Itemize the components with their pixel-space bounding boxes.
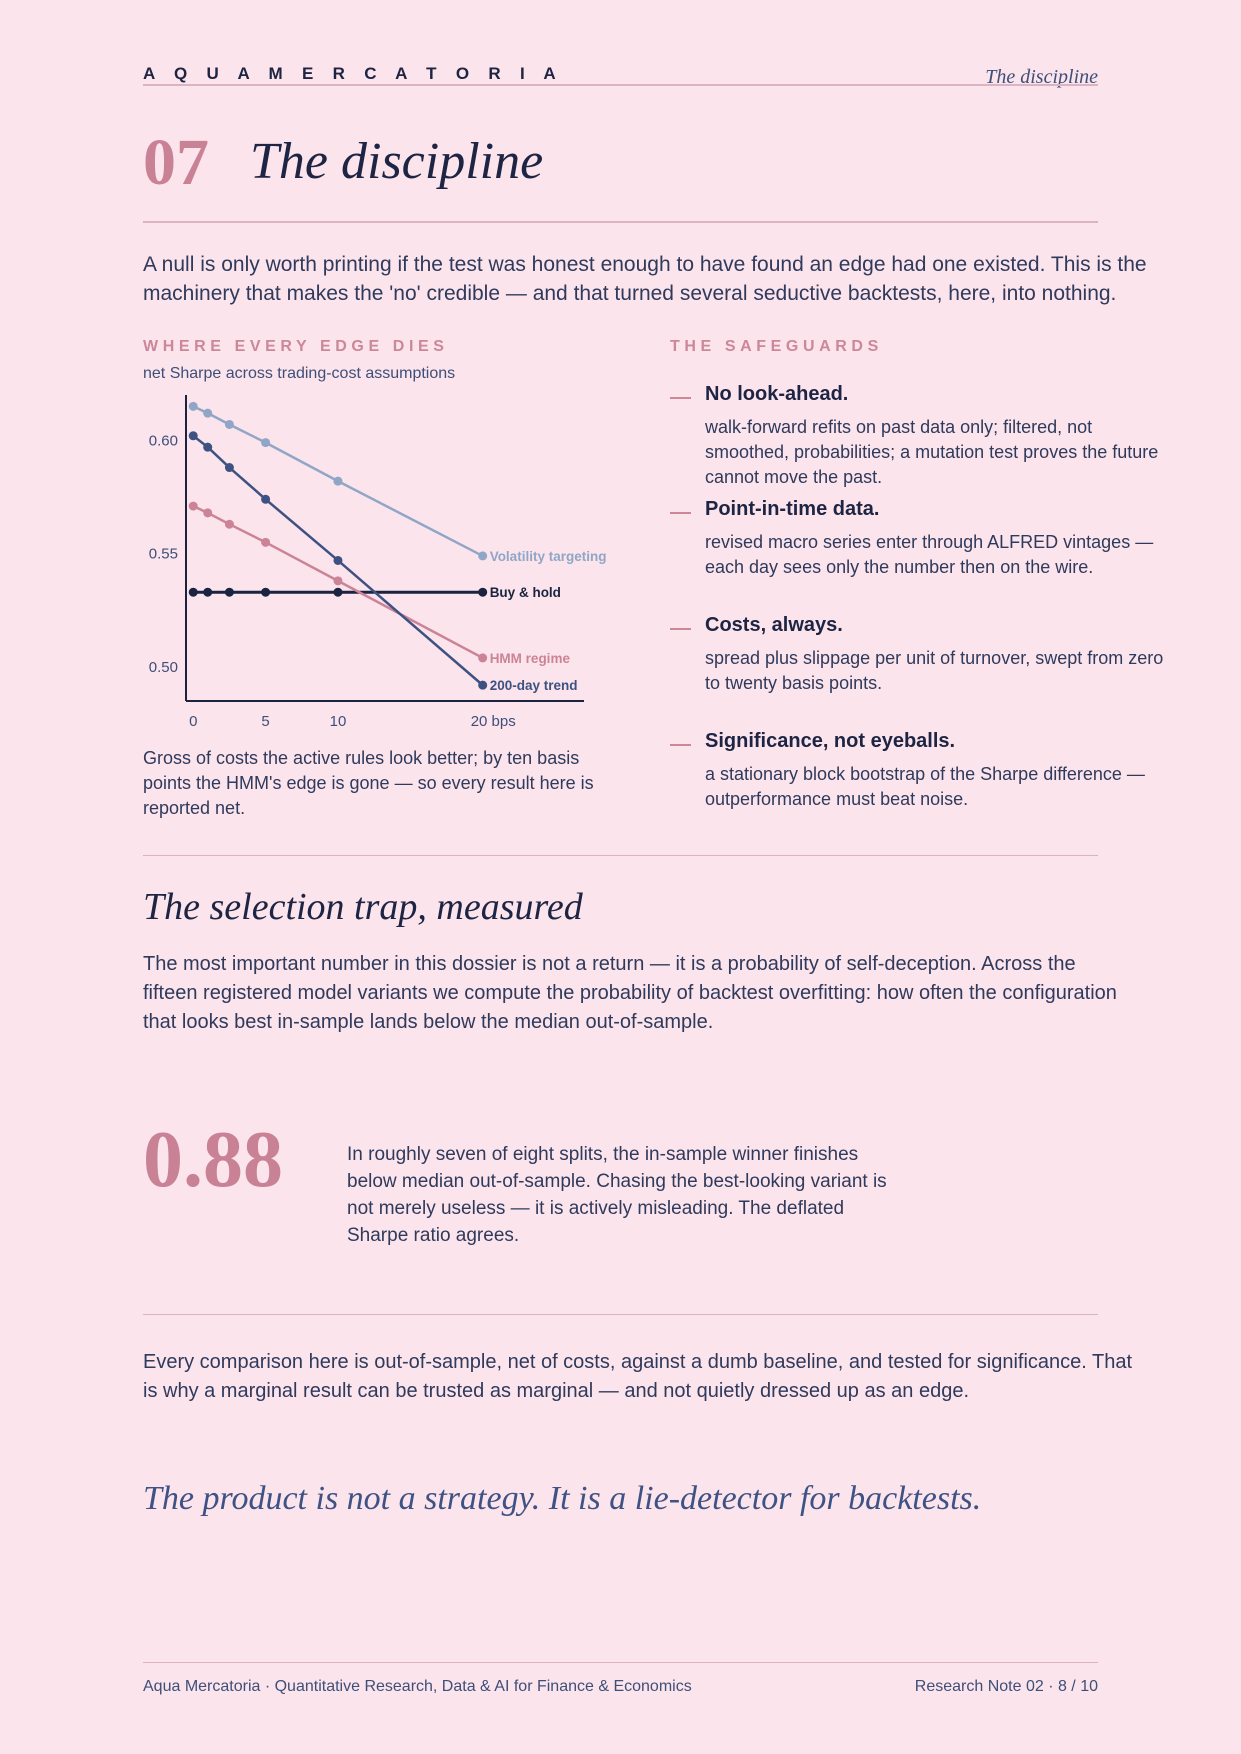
data-point	[478, 588, 487, 597]
safeguard-title: No look-ahead.	[705, 383, 849, 405]
footer-page-info: Research Note 02 · 8 / 10	[914, 1678, 1098, 1695]
data-point	[203, 508, 212, 517]
data-point	[203, 409, 212, 418]
x-tick-label: 20 bps	[470, 713, 516, 730]
y-tick-label: 0.55	[148, 545, 178, 563]
chart-caption: Gross of costs the active rules look better; by ten basis points the HMM's edge is gone — so every result here is reported net.	[143, 748, 594, 818]
data-point	[189, 502, 198, 511]
data-point	[261, 588, 270, 597]
safeguards-kicker: THE SAFEGUARDS	[670, 338, 883, 355]
x-tick-label: 5	[261, 713, 270, 730]
chart-kicker: WHERE EVERY EDGE DIES	[143, 338, 449, 355]
data-point	[189, 402, 198, 411]
title-rule	[143, 221, 1098, 223]
data-point	[261, 438, 270, 447]
intro-paragraph: A null is only worth printing if the test was honest enough to have found an edge had one existed. This is the machinery that makes the 'no' credible — and that turned several seductive backtests, here, into nothing.	[143, 253, 1147, 305]
data-point	[225, 588, 234, 597]
net-sharpe-chart	[140, 385, 630, 730]
dash-icon	[670, 512, 691, 514]
series-label: Volatility targeting	[489, 548, 607, 564]
selection-title: The selection trap, measured	[143, 886, 583, 928]
data-point	[261, 538, 270, 547]
dash-icon	[670, 744, 691, 746]
data-point	[478, 681, 487, 690]
series-label: 200-day trend	[489, 678, 578, 694]
pbo-stat-text: In roughly seven of eight splits, the in-sample winner finishes below median out-of-sample. Chasing the best-looking variant is not merely useless — it is actively misleading. The deflated Sharpe ratio agrees.	[347, 1144, 887, 1246]
data-point	[189, 588, 198, 597]
safeguard-body: a stationary block bootstrap of the Sharpe difference — outperformance must beat noise.	[705, 764, 1145, 809]
data-point	[333, 477, 342, 486]
footer-rule	[143, 1662, 1098, 1663]
dash-icon	[670, 397, 691, 399]
section-divider	[143, 855, 1098, 856]
chart-lines	[189, 402, 487, 690]
data-point	[333, 588, 342, 597]
dash-icon	[670, 628, 691, 630]
footer-left: Aqua Mercatoria · Quantitative Research, Data & AI for Finance & Economics	[143, 1678, 692, 1695]
closing-line: The product is not a strategy. It is a lie-detector for backtests.	[143, 1480, 982, 1517]
safeguard-body: walk-forward refits on past data only; filtered, not smoothed, probabilities; a mutation test proves the future cannot move the past.	[705, 417, 1159, 487]
y-tick-label: 0.50	[148, 659, 178, 676]
section-divider	[143, 1314, 1098, 1315]
safeguard-title: Point-in-time data.	[705, 498, 880, 520]
data-point	[225, 420, 234, 429]
safeguard-title: Significance, not eyeballs.	[705, 730, 956, 752]
x-tick-label: 0	[189, 713, 198, 730]
x-tick-label: 10	[329, 713, 347, 730]
conclusion-body: Every comparison here is out-of-sample, net of costs, against a dumb baseline, and tested for significance. That is why a marginal result can be trusted as marginal — and not quietly dressed up as an edge.	[143, 1351, 1133, 1402]
pbo-stat-value: 0.88	[143, 1116, 283, 1204]
running-header-section: The discipline	[985, 66, 1098, 88]
brand-wordmark: A Q U A M E R C A T O R I A	[143, 64, 563, 83]
data-point	[189, 431, 198, 440]
safeguard-title: Costs, always.	[705, 614, 843, 636]
data-point	[203, 588, 212, 597]
data-point	[261, 495, 270, 504]
data-point	[225, 463, 234, 472]
data-point	[333, 556, 342, 565]
series-label: Buy & hold	[489, 585, 561, 601]
selection-body: The most important number in this dossier is not a return — it is a probability of self-deception. Across the fifteen registered model variants we compute the probability of backtest overfitting: how often the configuration that looks best in-sample lands below the median out-of-sample.	[143, 953, 1117, 1033]
data-point	[225, 520, 234, 529]
series-label: HMM regime	[489, 650, 570, 666]
data-point	[478, 653, 487, 662]
section-title: The discipline	[250, 133, 544, 190]
data-point	[333, 576, 342, 585]
chart-labels	[490, 549, 607, 693]
y-tick-label: 0.60	[148, 432, 178, 450]
safeguard-body: spread plus slippage per unit of turnover, swept from zero to twenty basis points.	[705, 648, 1164, 693]
data-point	[478, 551, 487, 560]
section-number: 07	[143, 126, 209, 199]
data-point	[203, 443, 212, 452]
header-rule	[143, 84, 1098, 86]
chart-subtitle: net Sharpe across trading-cost assumptions	[143, 365, 456, 382]
safeguard-body: revised macro series enter through ALFRED vintages — each day sees only the number then on the wire.	[705, 532, 1154, 577]
